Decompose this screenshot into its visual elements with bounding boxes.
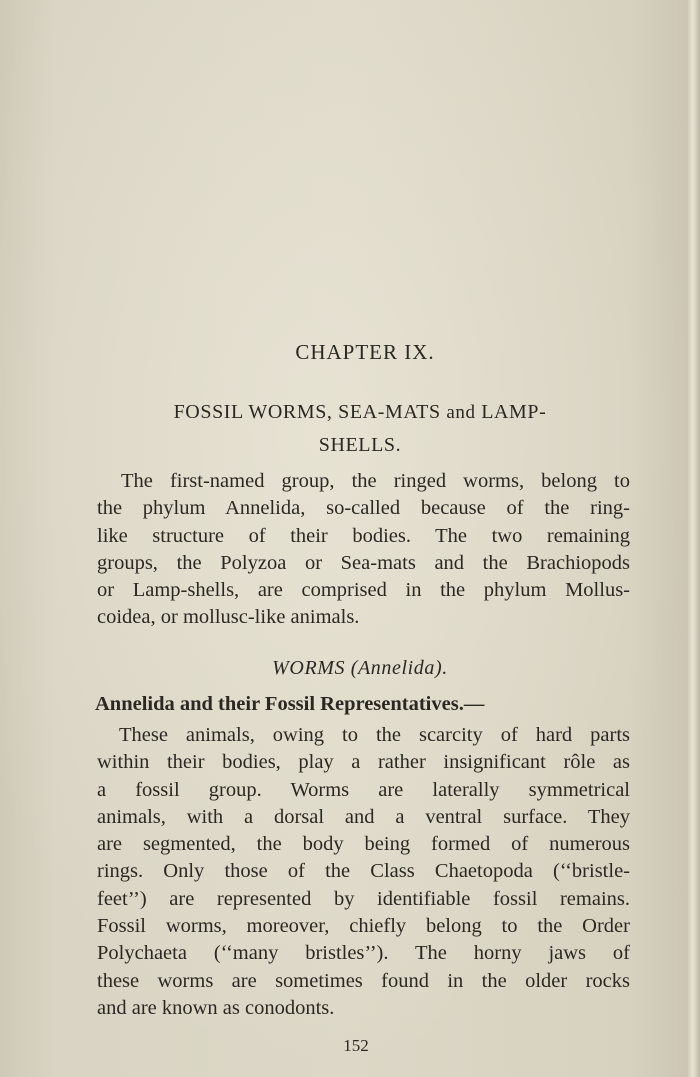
chapter-heading: CHAPTER IX. — [295, 340, 435, 364]
body-paragraph — [97, 722, 630, 1022]
subheading: WORMS (Annelida). — [272, 657, 448, 679]
intro-line: or Lamp-shells, are comprised in the phylum Mollus- — [97, 579, 630, 602]
body-line: and are known as conodonts. — [97, 996, 335, 1019]
section-title-line1: FOSSIL WORMS, SEA-MATS — [173, 401, 441, 423]
body-line: Polychaeta (‘‘many bristles’’). The horny jaws of — [97, 942, 630, 965]
section-title-line1-end: LAMP- — [481, 401, 547, 423]
body-line: animals, with a dorsal and a ventral surface. They — [97, 805, 630, 828]
section-title — [95, 396, 625, 461]
intro-line: the phylum Annelida, so-called because of the ring- — [97, 497, 630, 520]
run-in-heading: Annelida and their Fossil Representatives.— — [95, 693, 485, 715]
intro-paragraph — [97, 468, 630, 632]
section-title-and: and — [446, 402, 476, 423]
body-line: feet’’) are represented by identifiable fossil remains. — [97, 887, 630, 910]
body-line: These animals, owing to the scarcity of hard parts — [119, 724, 630, 746]
body-line: are segmented, the body being formed of numerous — [97, 833, 630, 856]
intro-line: groups, the Polyzoa or Sea-mats and the Brachiopods — [97, 551, 630, 574]
body-line: these worms are sometimes found in the older rocks — [97, 969, 630, 992]
section-title-line2: SHELLS. — [318, 434, 402, 456]
page-edge — [688, 0, 700, 1077]
body-line: rings. Only those of the Class Chaetopoda (‘‘bristle- — [97, 860, 630, 883]
body-line: within their bodies, play a rather insignificant rôle as — [97, 751, 630, 774]
intro-line: like structure of their bodies. The two remaining — [97, 524, 630, 547]
body-line: Fossil worms, moreover, chiefly belong to the Order — [97, 915, 630, 938]
intro-line: The first-named group, the ringed worms, belong to — [121, 470, 630, 492]
page-number: 152 — [343, 1036, 369, 1055]
intro-line: coidea, or mollusc-like animals. — [97, 606, 360, 629]
body-line: a fossil group. Worms are laterally symmetrical — [97, 778, 630, 801]
